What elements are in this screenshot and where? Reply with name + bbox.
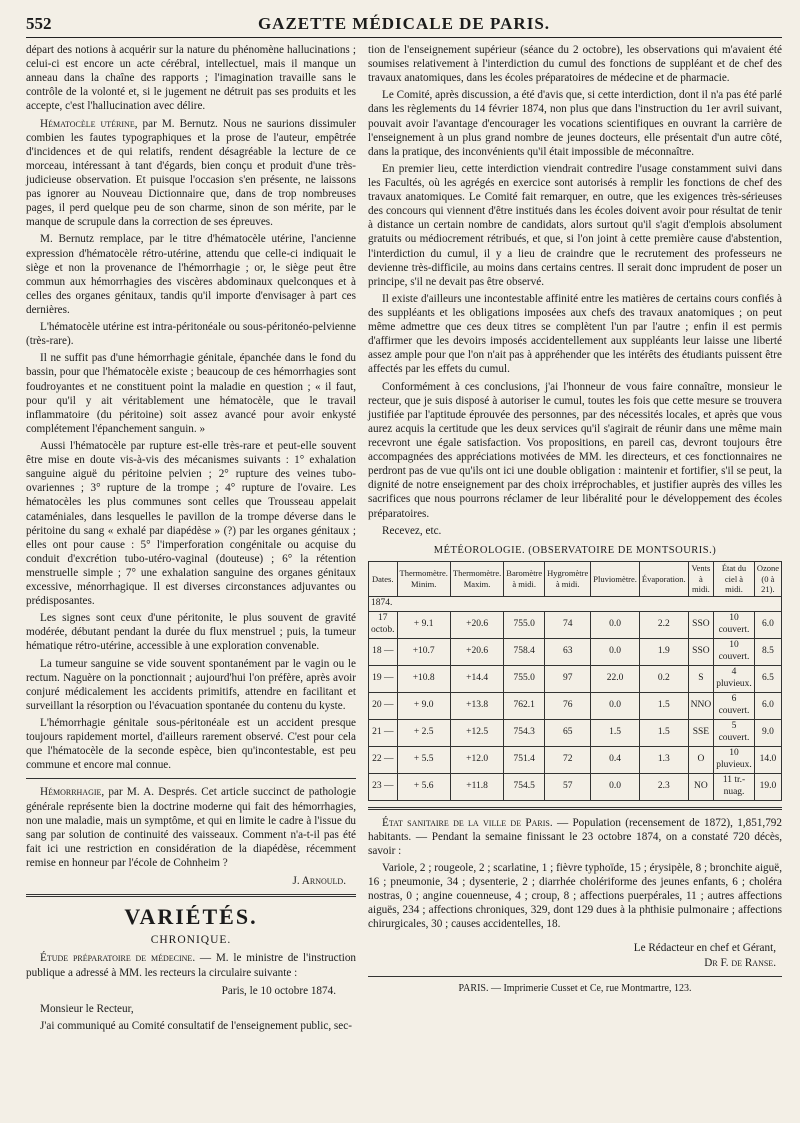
- table-cell: 1.9: [639, 638, 688, 665]
- meteorology-table: [368, 561, 782, 801]
- paragraph: L'hématocèle utérine est intra-péritonéale ou sous-péritonéo-pelvienne (très-rare).: [26, 321, 357, 348]
- table-row: [369, 692, 782, 719]
- table-row: [369, 746, 782, 773]
- divider: [26, 894, 356, 897]
- table-cell: 5 couvert.: [714, 719, 755, 746]
- table-cell: 755.0: [504, 665, 545, 692]
- column-header: Dates.: [369, 561, 397, 596]
- table-cell: 10 pluvieux.: [714, 746, 755, 773]
- table-cell: 751.4: [504, 746, 545, 773]
- paragraph: L'hémorrhagie génitale sous-péritonéale est un accident presque toujours rapidement mortel, d'ailleurs rarement observé. C'est pour cela que l'hématocèle de la seconde espèce, bien qu'incontestable, est peu commune et encore mal connue.: [26, 717, 357, 772]
- table-cell: 1.3: [639, 746, 688, 773]
- table-cell: 754.3: [504, 719, 545, 746]
- letter-dateline: Paris, le 10 octobre 1874.: [221, 984, 337, 997]
- table-cell: 762.1: [504, 692, 545, 719]
- table-cell: 20 —: [369, 692, 397, 719]
- paragraph: La tumeur sanguine se vide souvent spontanément par le vagin ou le rectum. Naguère on la ponctionnait ; aujourd'hui l'on préfère, après avoir conjuré médicalement les accidents primitifs, attendre en facilitant et surveillant la résorption ou l'évacuation spontanée du contenu du kyste.: [26, 657, 357, 712]
- table-header-row: [369, 561, 782, 596]
- table-cell: 0.0: [591, 692, 640, 719]
- column-header: Pluviomètre.: [591, 561, 640, 596]
- table-cell: 2.3: [639, 773, 688, 800]
- paragraph: J'ai communiqué au Comité consultatif de l'enseignement public, sec-: [40, 1019, 352, 1032]
- column-header: Baromètre à midi.: [504, 561, 545, 596]
- page-header: [26, 14, 782, 38]
- table-cell: 1.5: [639, 719, 688, 746]
- table-cell: 6 couvert.: [714, 692, 755, 719]
- table-cell: 19.0: [754, 773, 781, 800]
- table-cell: 0.0: [591, 638, 640, 665]
- column-header: État du ciel à midi.: [714, 561, 755, 596]
- section-heading: Hématocèle utérine: [40, 117, 135, 130]
- table-cell: 6.5: [754, 665, 781, 692]
- table-row: [369, 665, 782, 692]
- table-cell: 9.0: [754, 719, 781, 746]
- table-cell: 2.2: [639, 612, 688, 639]
- paragraph: Conformément à ces conclusions, j'ai l'honneur de vous faire connaître, monsieur le recteur, que je suis disposé à autoriser le cumul, toutes les fois que cette mesure se trouvera justifiée par l'aptitude éprouvée des personnes, par des nécessités locales, et après que vous aurez acquis la certitude que les deux services qu'il s'agirait de réunir dans une même main recevront une égale satisfaction. Vos propositions, en pareil cas, devront toujours être accompagnées des appréciations motivées de MM. les directeurs, et ces fonctionnaires ne perdront pas de vue qu'ils ont ici une double obligation : maintenir et fortifier, s'il se peut, la dignité de notre enseignement par des choix irréprochables, et justifier auprès des villes les sacrifices que nous pourrons réclamer de leur libéralité pour le développement des écoles préparatoires.: [368, 380, 782, 520]
- table-row: [369, 597, 782, 612]
- table-cell: 1.5: [591, 719, 640, 746]
- section-title-varietes: VARIÉTÉS.: [124, 904, 258, 930]
- page-number: 552: [26, 14, 52, 33]
- column-header: Thermomètre. Maxim.: [450, 561, 503, 596]
- table-cell: 74: [545, 612, 591, 639]
- table-cell: + 9.0: [397, 692, 450, 719]
- table-cell: 755.0: [504, 612, 545, 639]
- paragraph: Il existe d'ailleurs une incontestable affinité entre les matières de certains cours confiés à des suppléants et les obligations imposées aux chefs des travaux anatomiques ; on peut même admettre que ces deux titres se complètent l'un par l'autre ; enfin il est permis d'affirmer que les devoirs imposés accidentellement aux suppléants leur laisse une liberté assez ample pour que l'on n'ait pas à appréhender que les intérêts des étudiants puissent être affectés par les effets du cumul.: [368, 292, 782, 376]
- table-cell: 10 couvert.: [714, 638, 755, 665]
- paragraph: Le Comité, après discussion, a été d'avis que, si cette interdiction, dont il n'a pas été parlé dans les règlements du 14 février 1874, non plus que dans l'instruction du 1er avril suivant, pouvait avoir l'avantage d'encourager les vocations scientifiques en ouvrant la carrière de l'enseignement à un plus grand nombre de jeunes docteurs, elle présentait d'un autre côté, dans la pratique, des inconvénients qu'il était impossible de méconnaître.: [368, 89, 782, 158]
- table-cell: 18 —: [369, 638, 397, 665]
- paragraph-text: . — M. le ministre de l'instruction publique a adressé à MM. les recteurs la circulaire suivante :: [26, 952, 357, 979]
- column-header: Hygromètre à midi.: [545, 561, 591, 596]
- table-cell: +20.6: [450, 638, 503, 665]
- meteorology-title: MÉTÉOROLOGIE. (OBSERVATOIRE DE MONTSOURIS.): [433, 544, 717, 556]
- sanitary-report: [368, 816, 782, 858]
- table-cell: 0.0: [591, 773, 640, 800]
- table-cell: +11.8: [450, 773, 503, 800]
- table-cell: NO: [688, 773, 714, 800]
- table-cell: SSO: [688, 612, 714, 639]
- table-row: [369, 719, 782, 746]
- table-cell: 8.5: [754, 638, 781, 665]
- author-signature: J. Arnould.: [292, 875, 347, 888]
- section-heading: État sanitaire de la ville de Paris: [382, 816, 550, 829]
- table-cell: +10.7: [397, 638, 450, 665]
- paragraph: En premier lieu, cette interdiction viendrait contredire l'usage constamment suivi dans les Facultés, où les agrégés en exercice sont autorisés à remplir les fonctions de chef des travaux anatomiques. Le Comité fait remarquer, en outre, que les exigences très-sérieuses des concours qui viennent d'être institués dans les écoles doivent avoir pour résultat de tenir à distance un certain nombre de candidats, alors surtout qu'il s'agit d'emplois absolument gratuits ou médiocrement rétribués, et que, si l'on joint à cette première cause d'abstention, l'interdiction du cumul, il y a lieu de craindre que le recrutement des professeurs ne devienne très-difficile, au moins dans certains centres. Il serait donc imprudent de poser un principe, s'il ne devait pas être observé.: [368, 162, 782, 288]
- table-cell: 6.0: [754, 692, 781, 719]
- table-cell: S: [688, 665, 714, 692]
- divider: [368, 807, 782, 810]
- table-cell: SSO: [688, 638, 714, 665]
- table-cell: +12.0: [450, 746, 503, 773]
- divider: [26, 778, 356, 779]
- paragraph: Aussi l'hématocèle par rupture est-elle très-rare et peut-elle souvent être mise en doute vis-à-vis des mécanismes suivants : 1° exhalation sanguine aiguë du péritoine pelvien ; 2° rupture des veines tubo-ovariennes ; 3° rupture de la trompe ; 4° rupture de l'ovaire. Les hématocèles les plus communes sont celles que Trousseau appelait cataméniales, dans lesquelles le pavillon de la trompe déverse dans le péritoine du sang « exhalé par diapédèse » (?) par les organes génitaux ; elles ont pour cause : 5° l'imperforation congénitale ou acquise du conduit d'excrétion tubo-utéro-vaginal (douteuse) ; 6° la rétention menstruelle simple ; 7° une exhalation sanguine des organes génitaux excessive, ménorrhagique. Il est diverses circonstances adjuvantes ou prédisposantes.: [26, 439, 357, 608]
- table-row: [369, 612, 782, 639]
- table-row: [369, 773, 782, 800]
- table-cell: 11 tr.-nuag.: [714, 773, 755, 800]
- table-cell: 21 —: [369, 719, 397, 746]
- table-cell: 6.0: [754, 612, 781, 639]
- table-cell: 0.2: [639, 665, 688, 692]
- column-header: Vents à midi.: [688, 561, 714, 596]
- paragraph: Les signes sont ceux d'une péritonite, le plus souvent de gravité modérée, débutant pendant la durée du flux menstruel ; puis, la tumeur hématique rétro-utérine, accessible à une exploration convenable.: [26, 612, 357, 653]
- journal-title: GAZETTE MÉDICALE DE PARIS.: [257, 14, 551, 33]
- section-heading: Hémorrhagie: [40, 786, 102, 799]
- table-cell: 19 —: [369, 665, 397, 692]
- editor-name: Dr F. de Ranse.: [704, 956, 776, 969]
- table-cell: + 5.6: [397, 773, 450, 800]
- table-cell: 1.5: [639, 692, 688, 719]
- year-cell: 1874.: [369, 597, 782, 612]
- table-cell: 14.0: [754, 746, 781, 773]
- review-hemorrhagie: [26, 785, 356, 870]
- table-cell: 10 couvert.: [714, 612, 755, 639]
- table-cell: + 5.5: [397, 746, 450, 773]
- table-cell: 72: [545, 746, 591, 773]
- paragraph-text: , par M. A. Després. Cet article succinct de pathologie générale représente bien la doctrine moderne qui fait des hémorrhagies, non une maladie, mais un symptôme, et qui en limite le cadre à l'issue du sang par solution de continuité des vaisseaux. Comment n'a-t-il pas été fait ici une restriction en considération de la diapédèse, récemment remise en honneur par l'école de Cohnheim ?: [26, 786, 357, 870]
- table-cell: 57: [545, 773, 591, 800]
- table-cell: +20.6: [450, 612, 503, 639]
- table-cell: O: [688, 746, 714, 773]
- letter-closing: Recevez, etc.: [382, 524, 442, 537]
- letter-salutation: Monsieur le Recteur,: [40, 1002, 134, 1015]
- table-cell: 76: [545, 692, 591, 719]
- table-cell: +13.8: [450, 692, 503, 719]
- editor-line: Le Rédacteur en chef et Gérant,: [633, 942, 776, 955]
- section-subtitle-chronique: CHRONIQUE.: [150, 933, 232, 946]
- printer-imprint: PARIS. — Imprimerie Cusset et Ce, rue Montmartre, 123.: [458, 982, 692, 994]
- section-heading: Étude préparatoire de médecine: [40, 952, 193, 965]
- column-header: Évaporation.: [639, 561, 688, 596]
- table-cell: 23 —: [369, 773, 397, 800]
- paragraph-text: , par M. Bernutz. Nous ne saurions dissimuler combien les fautes typographiques et la prose de l'auteur, empêtrée d'incidences et de qui relatifs, rendent désagréable la lecture de ce morceau, intéressant à tant d'égards, bien conçu et produit d'une très-judicieuse observation. Et puisque l'occasion s'en présente, ne laissons pas ignorer au Nouveau Dictionnaire que, dans de trop nombreuses pages, il perd quelque peu de son charme, sinon de son mérite, par le manque de scrupule dans la correction de ses épreuves.: [26, 117, 357, 229]
- column-header: Ozone (0 à 21).: [754, 561, 781, 596]
- table-cell: 0.0: [591, 612, 640, 639]
- table-cell: 17 octob.: [369, 612, 397, 639]
- table-cell: 22 —: [369, 746, 397, 773]
- table-cell: 0.4: [591, 746, 640, 773]
- left-column: [26, 43, 356, 1103]
- table-cell: +12.5: [450, 719, 503, 746]
- table-cell: 65: [545, 719, 591, 746]
- table-cell: 4 pluvieux.: [714, 665, 755, 692]
- table-cell: +14.4: [450, 665, 503, 692]
- editor-signature: [374, 941, 776, 969]
- chronicle-item: [26, 951, 356, 979]
- table-cell: 63: [545, 638, 591, 665]
- right-column: [368, 43, 782, 1103]
- table-cell: + 9.1: [397, 612, 450, 639]
- table-cell: 754.5: [504, 773, 545, 800]
- paragraph: départ des notions à acquérir sur la nature du phénomène hallucinations ; celui-ci est encore un acte cérébral, intellectuel, mais il manque un anneau dans la chaîne des rapports ; l'imagination travaille sans le contrôle de la volonté et, si le jugement ne détruit pas ses produits et les accepte, c'est l'hallucination avec délire.: [26, 44, 357, 113]
- table-cell: + 2.5: [397, 719, 450, 746]
- column-header: Thermomètre. Minim.: [397, 561, 450, 596]
- table-cell: 758.4: [504, 638, 545, 665]
- table-cell: NNO: [688, 692, 714, 719]
- table-cell: SSE: [688, 719, 714, 746]
- paragraph: Il ne suffit pas d'une hémorrhagie génitale, épanchée dans le fond du bassin, pour que l'hématocèle existe ; beaucoup de ces hémorrhagies sont foudroyantes et ne constituent point la maladie en question ; « il faut, pour qu'il y ait véritablement une hématocèle, que le travail inflammatoire (du péritoine) soit assez avancé pour avoir enkysté complétement l'épanchement sanguin. »: [26, 352, 357, 435]
- divider: [368, 976, 782, 977]
- table-cell: 97: [545, 665, 591, 692]
- paragraph-text: . — Population (recensement de 1872), 1,851,792 habitants. — Pendant la semaine finissant le 23 octobre 1874, on a constaté 720 décès, savoir :: [368, 816, 782, 857]
- paragraph: Variole, 2 ; rougeole, 2 ; scarlatine, 1 ; fièvre typhoïde, 15 ; érysipèle, 8 ; bronchite aiguë, 16 ; pneumonie, 34 ; dysenterie, 2 ; diarrhée cholériforme des jeunes enfants, 6 ; choléra nostras, 0 ; angine couenneuse, 4 ; croup, 8 ; affections puerpérales, 11 ; autres affections aiguës, 234 ; affections chroniques, 329, dont 129 dues à la phthisie pulmonaire ; affections chirurgicales, 30 ; causes accidentelles, 18.: [368, 861, 782, 931]
- table-cell: +10.8: [397, 665, 450, 692]
- review-hematocele: [26, 117, 356, 230]
- table-row: [369, 638, 782, 665]
- table-cell: 22.0: [591, 665, 640, 692]
- paragraph: M. Bernutz remplace, par le titre d'hématocèle utérine, l'ancienne expression d'hématocèle rétro-utérine, attendu que celle-ci indiquait le siège et non la provenance de l'hémorrhagie ; or, le siège peut être commun aux hémorrhagies des viscères abdominaux quelconques et à celles des organes génitaux, tandis qu'il importe d'envisager à part ces dernières.: [26, 233, 357, 316]
- paragraph: tion de l'enseignement supérieur (séance du 2 octobre), les observations qui m'avaient été soumises relativement à l'interdiction du cumul des fonctions de suppléant et de chef des travaux anatomiques, dans les écoles préparatoires de médecine et de pharmacie.: [368, 44, 782, 85]
